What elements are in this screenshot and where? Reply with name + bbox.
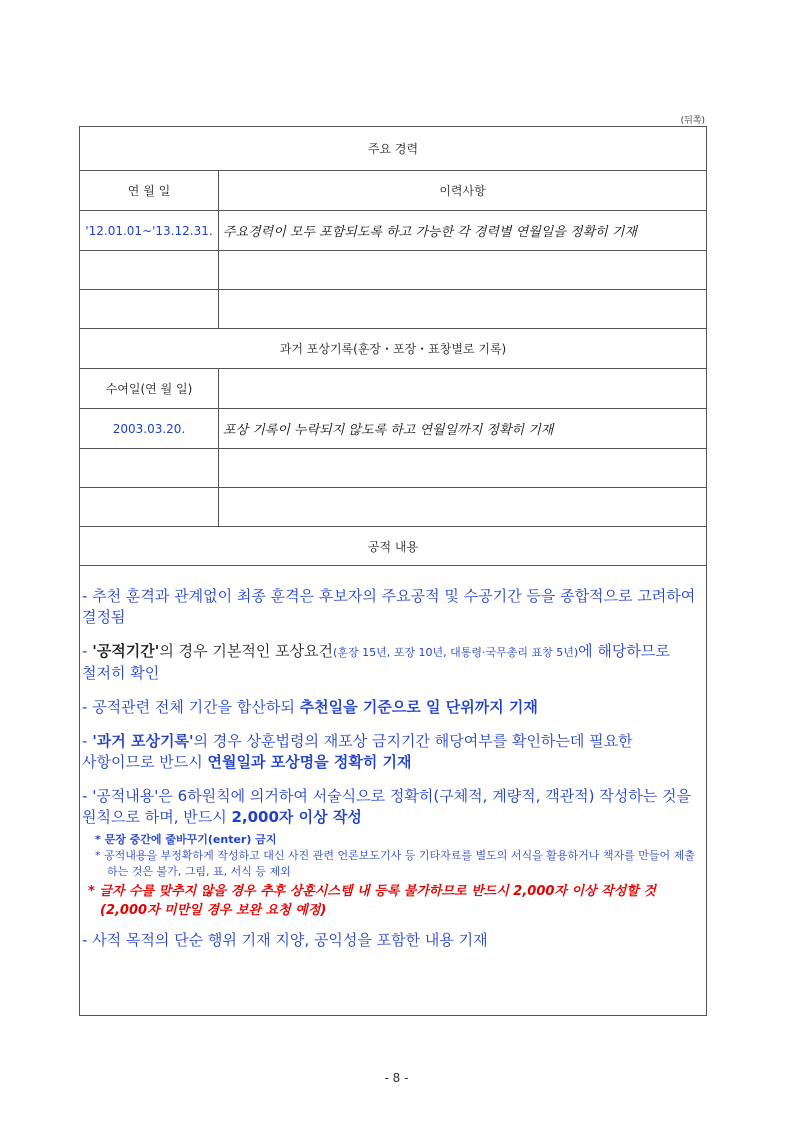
form-frame [79, 126, 707, 1016]
note-line-break: * 문장 중간에 줄바꾸기(enter) 금지 [95, 833, 277, 846]
career-empty-row [80, 251, 706, 290]
career-empty-date-cell[interactable] [80, 290, 219, 328]
awards-empty-row [80, 449, 706, 488]
awards-title: 과거 포상기록(훈장・포장・표창별로 기록) [279, 342, 507, 356]
career-empty-history-cell[interactable] [219, 290, 706, 328]
page-number: - 8 - [384, 1071, 409, 1085]
guideline-item: - 공적관련 전체 기간을 합산하되 추천일을 기준으로 일 단위까지 기재 [82, 698, 538, 716]
career-date-header: 연 월 일 [80, 171, 219, 210]
guideline-item: - '과거 포상기록'의 경우 상훈법령의 재포상 금지기간 해당여부를 확인하는데 필요한 사항이므로 반드시 연월일과 포상명을 정확히 기재 [82, 732, 633, 771]
guideline-item: - '공적기간'의 경우 기본적인 포상요건(훈장 15년, 포장 10년, 대통령·국무총리 표창 5년)에 해당하므로 철저히 확인 [82, 642, 670, 682]
awards-empty-detail-cell[interactable] [219, 449, 706, 487]
achievements-title: 공적 내용 [367, 539, 419, 554]
career-empty-date-cell[interactable] [80, 251, 219, 289]
guideline-item: - 사적 목적의 단순 행위 기재 지양, 공익성을 포함한 내용 기재 [82, 931, 488, 949]
awards-example-row [80, 409, 706, 449]
guideline-item: - 추천 훈격과 관계없이 최종 훈격은 후보자의 주요공적 및 수공기간 등을 종합적으로 고려하여 결정됨 [82, 587, 696, 626]
awards-empty-date-cell[interactable] [80, 488, 219, 526]
awards-example-text: 포상 기록이 누락되지 않도록 하고 연월일까지 정확히 기재 [223, 423, 554, 438]
achievements-content[interactable] [80, 566, 706, 1015]
back-side-label: (뒤쪽) [680, 116, 705, 126]
career-example-row [80, 211, 706, 251]
guideline-item: - '공적내용'은 6하원칙에 의거하여 서술식으로 정확히(구체적, 계량적, 객관적) 작성하는 것을 원칙으로 하며, 반드시 2,000자 이상 작성 [82, 787, 692, 826]
career-history-header: 이력사항 [439, 184, 486, 198]
awards-header-row [80, 369, 706, 409]
awards-example-date: 2003.03.20. [80, 409, 219, 448]
awards-detail-header [219, 369, 706, 408]
awards-empty-row [80, 488, 706, 527]
awards-empty-date-cell[interactable] [80, 449, 219, 487]
awards-empty-detail-cell[interactable] [219, 488, 706, 526]
awards-title-row [80, 329, 706, 369]
career-header-row [80, 171, 706, 211]
achievements-title-row [80, 527, 706, 566]
career-example-date: '12.01.01~'13.12.31. [80, 211, 219, 250]
career-title-row [80, 127, 706, 171]
career-example-text: 주요경력이 모두 포함되도록 하고 가능한 각 경력별 연월일을 정확히 기재 [223, 225, 637, 240]
warning-char-count: * 글자 수를 맞추지 않을 경우 추후 상훈시스템 내 등록 불가하므로 반드시 2,000자 이상 작성할 것 (2,000자 미만일 경우 보완 요청 예정) [88, 884, 656, 918]
career-empty-history-cell[interactable] [219, 251, 706, 289]
career-title: 주요 경력 [367, 142, 419, 156]
note-attachments: * 공적내용을 부정확하게 작성하고 대신 사진 관련 언론보도기사 등 기타자료를 별도의 서식을 활용하거나 책자를 만들어 제출하는 것은 불가, 그림, 표, 서식 등 제외 [95, 849, 695, 878]
awards-date-header: 수여일(연 월 일) [80, 369, 219, 408]
career-empty-row [80, 290, 706, 329]
